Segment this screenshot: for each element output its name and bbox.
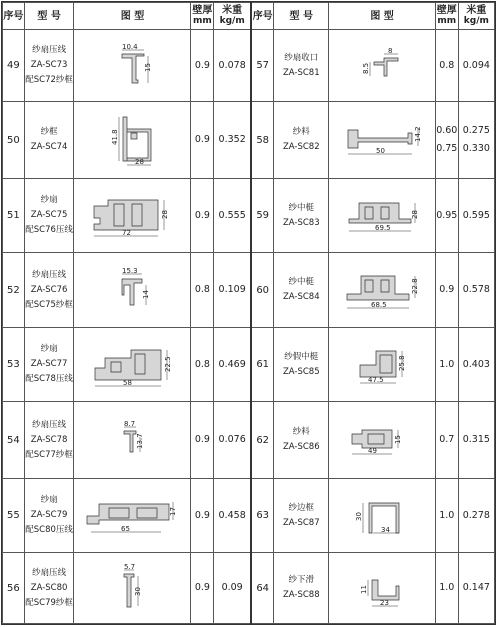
profile-name: 纱扇 [40,195,58,206]
drawing-cell [74,553,191,624]
profile-drawing [340,120,424,160]
header-weight-right: 米重 kg/m [458,3,494,30]
profile-note: 配SC78压线 [25,374,73,385]
weight-value: 0.352 [218,134,246,146]
seq-number: 54 [3,402,25,479]
profile-name: 纱下滑 [288,575,315,586]
dimension-label: 25.8 [398,355,407,371]
drawing-cell [329,327,436,402]
profile-code: ZA-SC88 [282,590,320,601]
dimension-label: 34 [381,525,390,534]
profile-note: 配SC80压线 [25,525,73,536]
dimension-label: 15 [394,435,403,445]
profile-note: 配SC77纱框 [25,449,73,460]
table-row [3,30,495,102]
dimension-label: 49 [368,447,377,456]
weight-value: 0.078 [218,59,246,71]
dimension-label: 23 [380,599,389,608]
dimension-label: 22.5 [164,356,173,372]
profile-drawing [87,340,177,390]
dimension-label: 8.5 [362,62,371,74]
model-cell [274,178,329,253]
dimension-label: 17 [169,506,178,516]
table-row [3,327,495,402]
thickness-value: 1.0 [439,509,455,521]
profile-code: ZA-SC86 [282,442,320,453]
model-cell [24,253,74,328]
dimension-label: 5.7 [124,563,136,572]
model-cell [24,102,74,179]
weight-cell [458,253,494,328]
thickness-value: 0.9 [194,509,210,521]
dimension-label: 14 [142,290,151,300]
weight-cell [458,553,494,624]
header-row [3,3,495,30]
weight-value: 0.09 [221,582,243,594]
header-drawing-right: 图 型 [329,3,436,30]
table-row [3,553,495,624]
thickness-value: 0.9 [194,134,210,146]
header-thickness-right: 壁厚 mm [435,3,458,30]
profile-drawing [341,193,423,239]
model-cell [274,30,329,102]
dimension-label: 15.3 [122,267,139,276]
thickness-cell [435,553,458,624]
seq-number: 60 [251,253,274,328]
profile-note: 配SC72纱框 [25,75,73,86]
thickness-value: 0.9 [194,59,210,71]
thickness-cell [435,253,458,328]
weight-cell [214,327,251,402]
model-cell [274,327,329,402]
seq-number: 61 [251,327,274,402]
weight-cell [458,478,494,553]
weight-value: 0.275 [462,125,490,137]
catalog-sheet [1,1,496,625]
seq-number: 57 [251,30,274,102]
header-seq-right: 序号 [251,3,274,30]
profile-note: 配SC79纱框 [25,597,73,608]
drawing-cell [329,102,436,179]
thickness-value: 1.0 [439,358,455,370]
weight-cell [458,178,494,253]
weight-cell [458,30,494,102]
profile-drawing [102,42,162,86]
profile-code: ZA-SC85 [282,366,320,377]
profile-drawing [352,48,412,84]
thickness-value: 0.95 [436,209,458,221]
profile-name: 纱框 [40,127,58,138]
thickness-cell [191,553,214,624]
profile-code: ZA-SC82 [282,142,320,153]
table-row [3,102,495,179]
profile-name: 纱中梃 [288,202,315,213]
dimension-label: 50 [376,147,385,156]
thickness-cell [435,30,458,102]
weight-value: 0.578 [462,284,490,296]
dimension-label: 8 [388,46,393,55]
drawing-cell [329,30,436,102]
profile-name: 纱扇压线 [32,567,67,578]
drawing-cell [329,402,436,479]
table-row [3,178,495,253]
weight-value: 0.094 [462,59,490,71]
profile-drawing [349,493,415,539]
header-thickness: 壁厚 mm [191,3,214,30]
profile-drawing [97,111,167,169]
table-row [3,478,495,553]
weight-value: 0.147 [462,582,490,594]
profile-name: 纱扇收口 [284,52,319,63]
drawing-cell [329,478,436,553]
dimension-label: 28 [411,209,420,219]
drawing-cell [74,30,191,102]
weight-value: 0.469 [218,358,246,370]
header-seq: 序号 [3,3,25,30]
drawing-cell [329,553,436,624]
thickness-cell [435,402,458,479]
table-row [3,253,495,328]
dimension-label: 10.4 [122,42,139,51]
profile-code: ZA-SC76 [30,284,68,295]
thickness-value: 0.8 [194,284,210,296]
profile-code: ZA-SC74 [30,142,68,153]
model-cell [24,478,74,553]
seq-number: 64 [251,553,274,624]
model-cell [274,102,329,179]
profile-drawing [106,419,158,461]
profile-name: 纱扇 [40,344,58,355]
dimension-label: 13.7 [136,433,145,450]
drawing-cell [329,178,436,253]
profile-name: 纱假中梃 [284,351,319,362]
header-model-right: 型 号 [274,3,329,30]
thickness-cell [191,253,214,328]
thickness-cell [191,102,214,179]
thickness-cell [435,102,458,179]
weight-value: 0.278 [462,509,490,521]
profile-table [2,2,495,624]
profile-drawing [81,494,183,538]
weight-cell [458,102,494,179]
profile-note: 配SC76压线 [25,225,73,236]
profile-code: ZA-SC73 [30,60,68,71]
dimension-label: 14.2 [414,126,423,143]
weight-value: 0.403 [462,358,490,370]
thickness-value: 0.9 [194,209,210,221]
seq-number: 49 [3,30,25,102]
drawing-cell [74,327,191,402]
model-cell [274,402,329,479]
dimension-label: 11 [360,585,369,595]
weight-value: 0.109 [218,284,246,296]
weight-cell [214,253,251,328]
profile-name: 纱扇压线 [32,419,67,430]
profile-name: 纱扇压线 [32,45,67,56]
weight-cell [214,102,251,179]
profile-drawing [342,420,422,460]
thickness-value: 0.8 [439,59,455,71]
profile-name: 纱边框 [288,502,315,513]
model-cell [24,30,74,102]
dimension-label: 30 [355,511,364,521]
seq-number: 58 [251,102,274,179]
drawing-cell [74,178,191,253]
model-cell [24,178,74,253]
weight-value: 0.076 [218,434,246,446]
dimension-label: 41.8 [111,129,120,146]
profile-name: 纱料 [292,127,310,138]
profile-code: ZA-SC77 [30,359,68,370]
profile-name: 纱扇 [40,495,58,506]
header-drawing: 图 型 [74,3,191,30]
thickness-cell [191,178,214,253]
dimension-label: 28 [135,158,145,167]
dimension-label: 58 [123,378,133,387]
weight-cell [214,553,251,624]
weight-cell [214,478,251,553]
profile-code: ZA-SC75 [30,210,68,221]
profile-drawing [104,267,160,313]
drawing-cell [74,402,191,479]
profile-code: ZA-SC83 [282,217,320,228]
model-cell [24,327,74,402]
drawing-cell [74,102,191,179]
drawing-cell [74,253,191,328]
thickness-cell [191,30,214,102]
thickness-value: 0.8 [194,358,210,370]
profile-code: ZA-SC87 [282,517,320,528]
thickness-value: 0.9 [194,434,210,446]
thickness-cell [191,402,214,479]
dimension-label: 30 [134,587,143,597]
profile-code: ZA-SC78 [30,434,68,445]
dimension-label: 15 [144,62,153,72]
dimension-label: 68.5 [371,301,387,310]
seq-number: 63 [251,478,274,553]
weight-cell [214,178,251,253]
weight-value: 0.458 [218,509,246,521]
weight-value: 0.555 [218,209,246,221]
profile-code: ZA-SC84 [282,292,320,303]
seq-number: 55 [3,478,25,553]
profile-drawing [344,341,420,389]
profile-drawing [339,268,425,312]
weight-cell [458,327,494,402]
dimension-label: 47.5 [368,375,384,384]
dimension-label: 69.5 [375,223,391,232]
header-weight: 米重 kg/m [214,3,251,30]
profile-code: ZA-SC81 [282,67,320,78]
seq-number: 62 [251,402,274,479]
thickness-value: 0.9 [194,582,210,594]
thickness-value: 1.0 [439,582,455,594]
drawing-cell [329,253,436,328]
thickness-cell [435,478,458,553]
weight-value: 0.315 [462,434,490,446]
profile-name: 纱扇压线 [32,269,67,280]
thickness-value: 0.7 [439,434,455,446]
profile-drawing [352,566,412,610]
weight-cell [214,402,251,479]
model-cell [24,553,74,624]
table-row [3,402,495,479]
dimension-label: 8.7 [124,420,136,429]
profile-drawing [84,192,180,240]
weight-cell [214,30,251,102]
profile-code: ZA-SC79 [30,510,68,521]
thickness-value: 0.60 [436,125,458,137]
seq-number: 56 [3,553,25,624]
profile-code: ZA-SC80 [30,582,68,593]
header-model: 型 号 [24,3,74,30]
seq-number: 59 [251,178,274,253]
thickness-cell [435,327,458,402]
weight-value: 0.595 [462,209,490,221]
thickness-value: 0.9 [439,284,455,296]
model-cell [274,478,329,553]
model-cell [274,553,329,624]
dimension-label: 28 [161,209,170,219]
model-cell [24,402,74,479]
profile-note: 配SC75纱框 [25,299,73,310]
seq-number: 52 [3,253,25,328]
dimension-label: 72 [122,228,132,237]
thickness-cell [435,178,458,253]
profile-name: 纱料 [292,427,310,438]
weight-value: 0.330 [462,143,490,155]
seq-number: 50 [3,102,25,179]
weight-cell [458,402,494,479]
thickness-value: 0.75 [436,143,458,155]
model-cell [274,253,329,328]
dimension-label: 22.8 [411,278,420,295]
seq-number: 51 [3,178,25,253]
dimension-label: 65 [121,524,131,533]
profile-drawing [102,560,162,616]
thickness-cell [191,478,214,553]
seq-number: 53 [3,327,25,402]
drawing-cell [74,478,191,553]
thickness-cell [191,327,214,402]
profile-name: 纱中梃 [288,277,315,288]
